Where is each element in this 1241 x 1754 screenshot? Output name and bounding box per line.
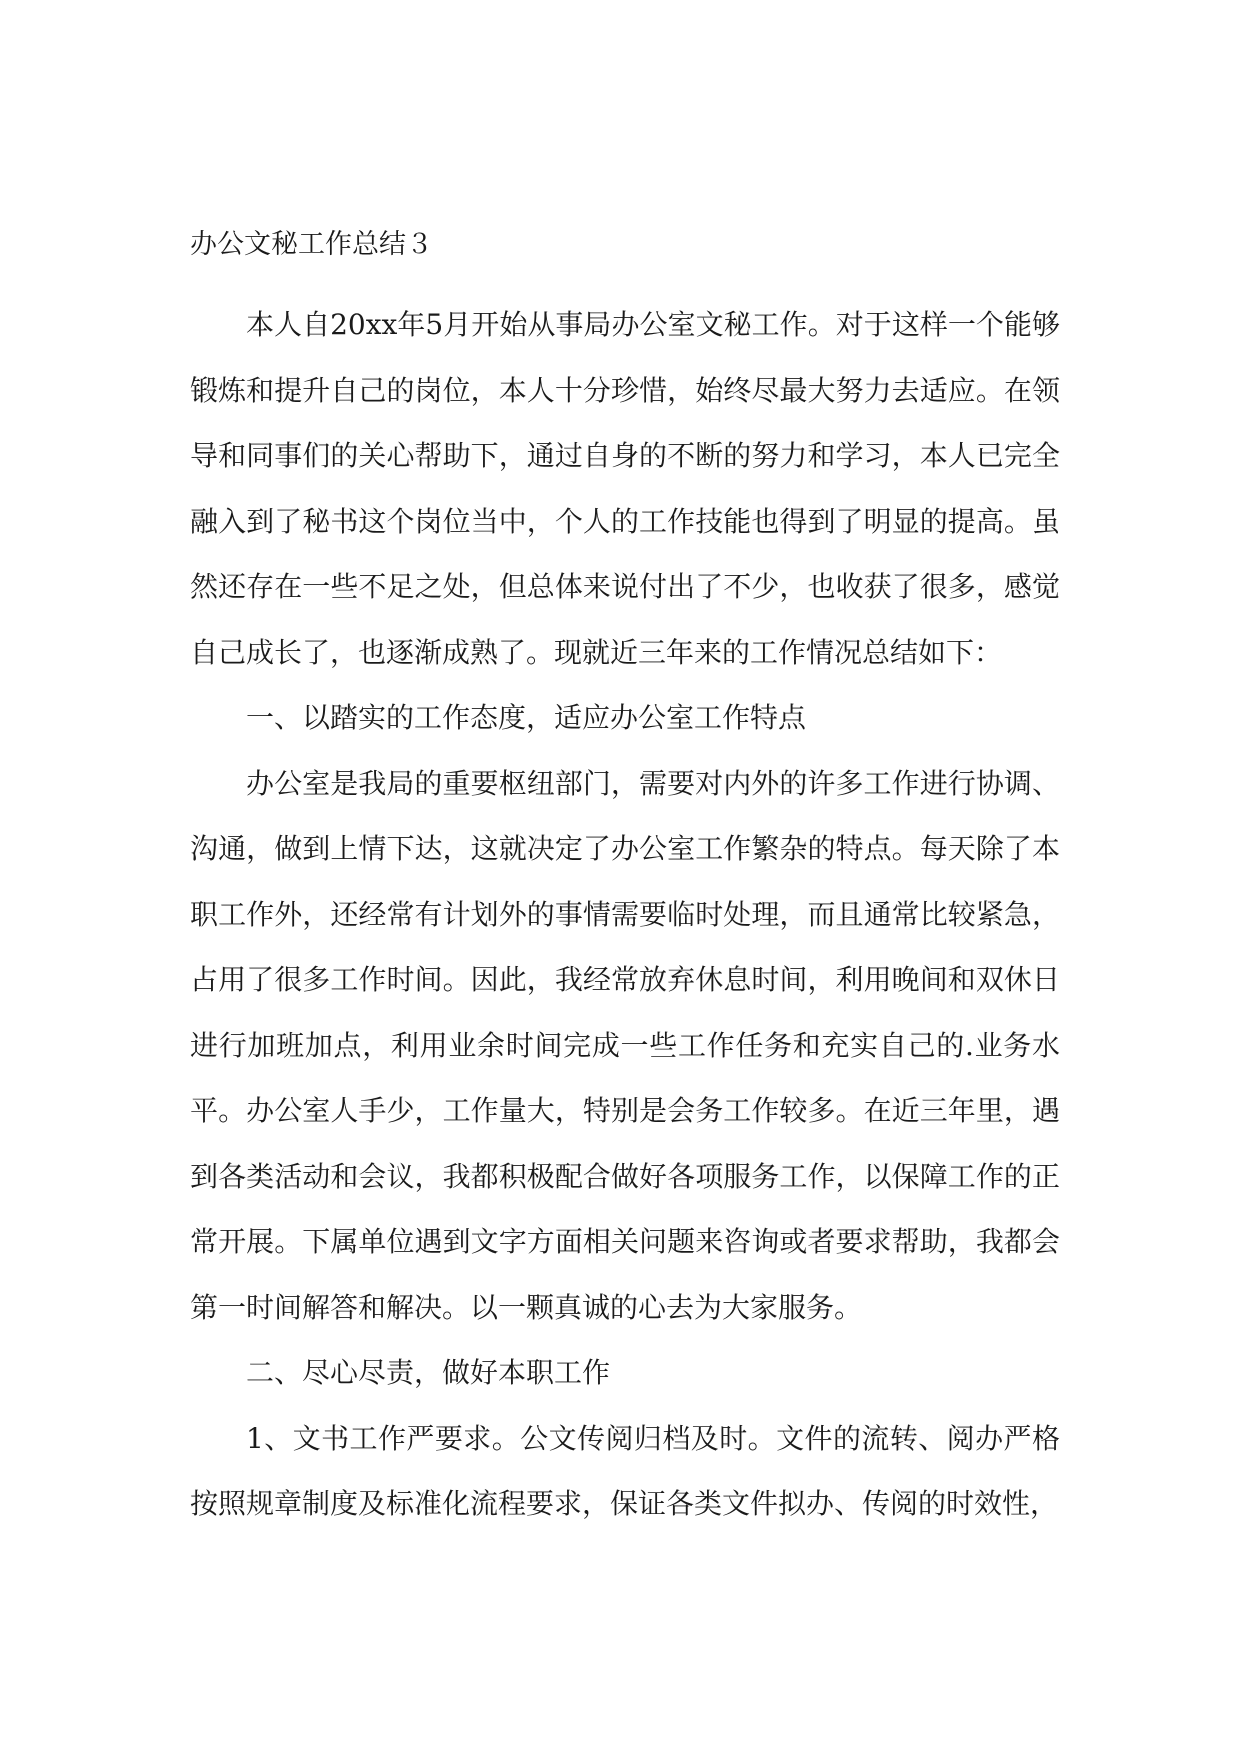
document-title: 办公文秘工作总结３ <box>190 229 433 260</box>
section-heading-1: 一、以踏实的工作态度，适应办公室工作特点 <box>246 701 807 734</box>
paragraph-intro: 本人自20xx年5月开始从事局办公室文秘工作。对于这样一个能够锻炼和提升自己的岗位，本人十分珍惜，始终尽最大努力去适应。在领导和同事们的关心帮助下，通过自身的不断的努力和学习，本人已完全融入到了秘书这个岗位当中，个人的工作技能也得到了明显的提高。虽然还存在一些不足之处，但总体来说付出了不少，也收获了很多，感觉自己成长了，也逐渐成熟了。现就近三年来的工作情况总结如下： <box>190 308 1060 669</box>
document-body <box>190 226 1060 1537</box>
paragraph-item-1: 1、文书工作严要求。公文传阅归档及时。文件的流转、阅办严格按照规章制度及标准化流程要求，保证各类文件拟办、传阅的时效性， <box>190 1421 1060 1520</box>
paragraph-section-1: 办公室是我局的重要枢纽部门，需要对内外的许多工作进行协调、沟通，做到上情下达，这就决定了办公室工作繁杂的特点。每天除了本职工作外，还经常有计划外的事情需要临时处理，而且通常比较紧急，占用了很多工作时间。因此，我经常放弃休息时间，利用晚间和双休日进行加班加点，利用业余时间完成一些工作任务和充实自己的.业务水平。办公室人手少，工作量大，特别是会务工作较多。在近三年里，遇到各类活动和会议，我都积极配合做好各项服务工作，以保障工作的正常开展。下属单位遇到文字方面相关问题来咨询或者要求帮助，我都会第一时间解答和解决。以一颗真诚的心去为大家服务。 <box>190 766 1060 1324</box>
section-heading-2: 二、尽心尽责，做好本职工作 <box>246 1356 611 1389</box>
